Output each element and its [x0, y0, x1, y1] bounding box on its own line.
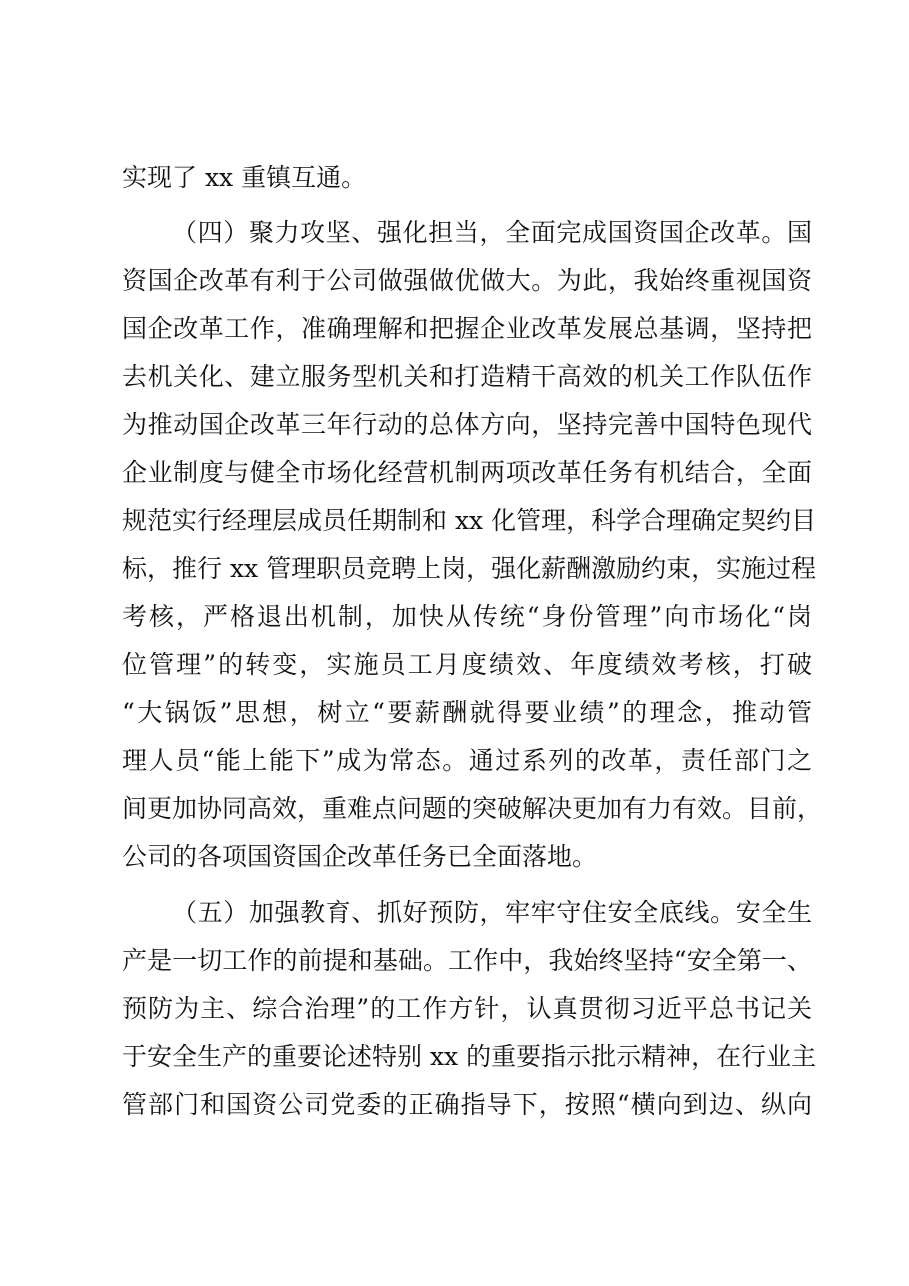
text-line: 管部门和国资公司党委的正确指导下，按照“横向到边、纵向 — [122, 1090, 812, 1119]
text-line: 产是一切工作的前提和基础。工作中，我始终坚持“安全第一、 — [122, 946, 812, 975]
paragraph-heading-line: （五）加强教育、抓好预防，牢牢守住安全底线。安全生 — [172, 898, 812, 927]
text-line: “大锅饭”思想，树立“要薪酬就得要业绩”的理念，推动管 — [122, 698, 812, 727]
text-line: 标，推行 xx 管理职员竞聘上岗，强化薪酬激励约束，实施过程 — [122, 554, 817, 583]
text-line: 资国企改革有利于公司做强做优做大。为此，我始终重视国资 — [122, 266, 812, 295]
text-line: 实现了 xx 重镇互通。 — [122, 163, 367, 192]
text-line: 公司的各项国资国企改革任务已全面落地。 — [122, 842, 598, 871]
text-line: 去机关化、建立服务型机关和打造精干高效的机关工作队伍作 — [122, 362, 812, 391]
text-line: 企业制度与健全市场化经营机制两项改革任务有机结合，全面 — [122, 458, 812, 487]
text-line: 国企改革工作，准确理解和把握企业改革发展总基调，坚持把 — [122, 314, 812, 343]
text-line: 为推动国企改革三年行动的总体方向，坚持完善中国特色现代 — [122, 410, 812, 439]
text-line: 考核，严格退出机制，加快从传统“身份管理”向市场化“岗 — [122, 602, 812, 631]
text-line: 于安全生产的重要论述特别 xx 的重要指示批示精神，在行业主 — [122, 1042, 817, 1071]
text-line: 间更加协同高效，重难点问题的突破解决更加有力有效。目前， — [122, 794, 823, 823]
text-line: 规范实行经理层成员任期制和 xx 化管理，科学合理确定契约目 — [122, 506, 817, 535]
text-line: 预防为主、综合治理”的工作方针，认真贯彻习近平总书记关 — [122, 994, 812, 1023]
text-line: 理人员“能上能下”成为常态。通过系列的改革，责任部门之 — [122, 746, 812, 775]
text-line: 位管理”的转变，实施员工月度绩效、年度绩效考核，打破 — [122, 650, 812, 679]
paragraph-heading-line: （四）聚力攻坚、强化担当，全面完成国资国企改革。国 — [172, 218, 812, 247]
